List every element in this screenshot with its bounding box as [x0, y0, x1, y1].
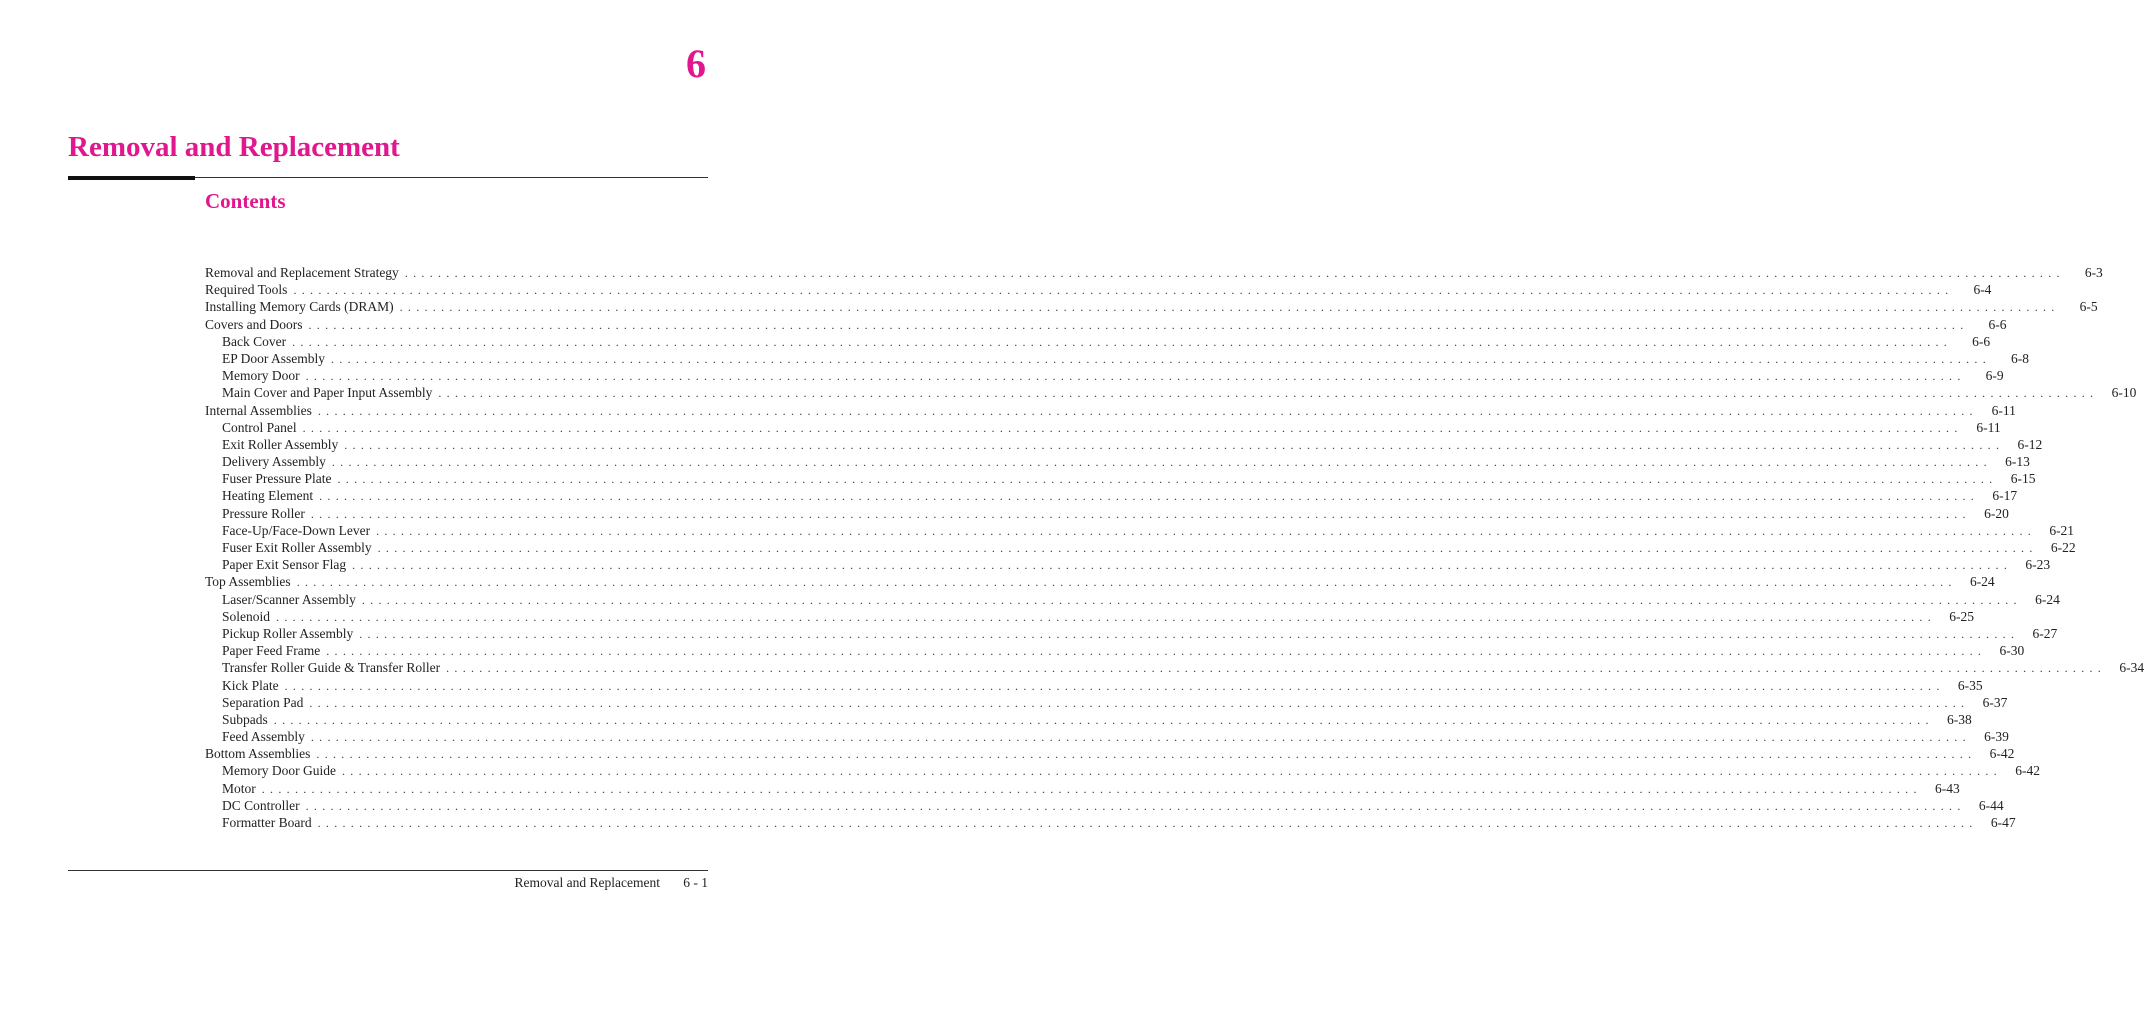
- toc-entry[interactable]: [205, 642, 2025, 659]
- toc-entry-title: Pickup Roller Assembly: [222, 625, 354, 641]
- toc-entry-page: 6-10: [2111, 385, 2137, 401]
- toc-entry[interactable]: [205, 659, 2144, 676]
- toc-entry-page: 6-37: [1982, 694, 2008, 710]
- toc-entry-page: 6-17: [1992, 488, 2018, 504]
- toc-dot-leader: ........................................................................................................................................................................................................: [296, 575, 1957, 590]
- toc-entry-page: 6-12: [2017, 436, 2043, 452]
- toc-entry[interactable]: [205, 728, 2009, 745]
- toc-entry-title: Memory Door: [222, 368, 300, 384]
- toc-dot-leader: ........................................................................................................................................................................................................: [305, 369, 1966, 384]
- toc-dot-leader: ........................................................................................................................................................................................................: [446, 661, 2107, 676]
- toc-entry[interactable]: [205, 402, 2016, 419]
- toc-dot-leader: ........................................................................................................................................................................................................: [361, 592, 2022, 607]
- toc-entry-page: 6-47: [1990, 815, 2016, 830]
- toc-entry-title: Fuser Exit Roller Assembly: [222, 540, 372, 555]
- toc-dot-leader: ........................................................................................................................................................................................................: [310, 730, 1971, 745]
- toc-entry[interactable]: [205, 333, 1991, 350]
- toc-dot-leader: ........................................................................................................................................................................................................: [305, 798, 1966, 813]
- toc-entry-title: Memory Door Guide: [222, 763, 336, 779]
- toc-dot-leader: ........................................................................................................................................................................................................: [302, 420, 1963, 435]
- toc-entry-title: Top Assemblies: [205, 574, 291, 590]
- toc-entry-title: Fuser Pressure Plate: [222, 471, 332, 487]
- toc-entry-page: 6-9: [1985, 368, 2004, 384]
- toc-entry-page: 6-44: [1978, 797, 2004, 813]
- toc-entry[interactable]: [205, 694, 2008, 711]
- toc-entry-title: Main Cover and Paper Input Assembly: [222, 385, 433, 401]
- toc-entry-page: 6-42: [1989, 746, 2015, 762]
- toc-entry-title: Exit Roller Assembly: [222, 436, 339, 452]
- toc-entry[interactable]: [205, 281, 1992, 298]
- toc-entry[interactable]: [205, 556, 2051, 573]
- toc-entry-title: Installing Memory Cards (DRAM): [205, 299, 394, 315]
- toc-entry[interactable]: [205, 522, 2075, 539]
- toc-dot-leader: ........................................................................................................................................................................................................: [337, 472, 1998, 487]
- toc-entry-title: Paper Feed Frame: [222, 643, 321, 659]
- toc-entry[interactable]: [205, 264, 2103, 281]
- toc-entry[interactable]: [205, 453, 2030, 470]
- toc-entry-page: 6-21: [2049, 522, 2075, 538]
- title-rule-thick: [68, 176, 195, 180]
- toc-dot-leader: ........................................................................................................................................................................................................: [399, 300, 2060, 315]
- toc-dot-leader: ........................................................................................................................................................................................................: [404, 266, 2065, 280]
- toc-entry[interactable]: [205, 677, 1983, 694]
- toc-entry-page: 6-20: [1984, 505, 2009, 521]
- toc-entry-title: Bottom Assemblies: [205, 746, 311, 762]
- toc-dot-leader: ........................................................................................................................................................................................................: [376, 523, 2037, 538]
- toc-dot-leader: ........................................................................................................................................................................................................: [352, 558, 2013, 573]
- toc-entry-title: DC Controller: [222, 797, 300, 813]
- toc-entry[interactable]: [205, 350, 2030, 367]
- toc-entry-page: 6-34: [2119, 660, 2144, 676]
- toc-dot-leader: ........................................................................................................................................................................................................: [326, 644, 1987, 659]
- toc-entry-title: Solenoid: [222, 608, 271, 624]
- page-title: Removal and Replacement: [68, 131, 400, 163]
- toc-dot-leader: ........................................................................................................................................................................................................: [310, 506, 1971, 521]
- toc-entry[interactable]: [205, 608, 1975, 625]
- toc-dot-leader: ........................................................................................................................................................................................................: [317, 816, 1978, 830]
- toc-dot-leader: ........................................................................................................................................................................................................: [377, 541, 2038, 555]
- footer-page-number: 6 - 1: [683, 875, 708, 890]
- toc-entry-page: 6-27: [2032, 625, 2058, 641]
- toc-entry-title: Kick Plate: [222, 677, 279, 693]
- toc-entry-title: Feed Assembly: [222, 729, 305, 745]
- toc-entry-title: Laser/Scanner Assembly: [222, 591, 356, 607]
- toc-entry-page: 6-11: [1991, 402, 2016, 418]
- toc-entry-title: Paper Exit Sensor Flag: [222, 557, 347, 573]
- toc-entry[interactable]: [205, 505, 2009, 522]
- toc-entry-page: 6-3: [2084, 265, 2103, 280]
- toc-entry-page: 6-22: [2050, 540, 2076, 555]
- toc-entry[interactable]: [205, 470, 2036, 487]
- toc-entry-title: Subpads: [222, 711, 268, 727]
- toc-entry[interactable]: [205, 384, 2137, 401]
- toc-entry-page: 6-30: [1999, 643, 2025, 659]
- toc-dot-leader: ........................................................................................................................................................................................................: [273, 712, 1934, 727]
- toc-entry[interactable]: [205, 298, 2098, 315]
- toc-dot-leader: ........................................................................................................................................................................................................: [331, 455, 1992, 470]
- chapter-number: 6: [686, 41, 706, 86]
- toc-dot-leader: ........................................................................................................................................................................................................: [261, 781, 1922, 796]
- toc-dot-leader: ........................................................................................................................................................................................................: [276, 609, 1937, 624]
- toc-entry-title: Removal and Replacement Strategy: [205, 265, 399, 280]
- toc-entry-title: Motor: [222, 780, 256, 796]
- toc-entry-page: 6-6: [1972, 333, 1991, 349]
- toc-dot-leader: ........................................................................................................................................................................................................: [316, 747, 1977, 762]
- toc-entry[interactable]: [205, 745, 2015, 762]
- toc-entry-title: Heating Element: [222, 488, 314, 504]
- toc-entry-title: Required Tools: [205, 282, 288, 298]
- toc-entry-page: 6-24: [1969, 574, 1995, 590]
- toc-entry-page: 6-6: [1988, 316, 2007, 332]
- toc-entry-title: Transfer Roller Guide & Transfer Roller: [222, 660, 441, 676]
- toc-entry-page: 6-39: [1984, 729, 2009, 745]
- toc-entry-title: Delivery Assembly: [222, 454, 326, 470]
- toc-entry[interactable]: [205, 711, 1972, 728]
- toc-entry[interactable]: [205, 573, 1995, 590]
- toc-dot-leader: ........................................................................................................................................................................................................: [344, 437, 2005, 452]
- toc-entry-title: Internal Assemblies: [205, 402, 312, 418]
- toc-dot-leader: ........................................................................................................................................................................................................: [309, 695, 1970, 710]
- toc-entry[interactable]: [205, 367, 2004, 384]
- toc-dot-leader: ........................................................................................................................................................................................................: [331, 351, 1992, 366]
- toc-entry-title: Back Cover: [222, 333, 287, 349]
- toc-dot-leader: ........................................................................................................................................................................................................: [341, 764, 2002, 779]
- toc-entry[interactable]: [205, 762, 2040, 779]
- toc-entry-page: 6-5: [2079, 299, 2098, 315]
- toc-entry-title: Formatter Board: [222, 815, 312, 830]
- toc-entry[interactable]: [205, 487, 2018, 504]
- toc-entry-page: 6-23: [2025, 557, 2051, 573]
- table-of-contents: [205, 264, 2144, 831]
- toc-entry[interactable]: [205, 419, 2001, 436]
- toc-entry-page: 6-24: [2035, 591, 2060, 607]
- toc-entry-title: Pressure Roller: [222, 505, 305, 521]
- toc-dot-leader: ........................................................................................................................................................................................................: [317, 403, 1978, 418]
- toc-entry-page: 6-25: [1949, 608, 1975, 624]
- toc-dot-leader: ........................................................................................................................................................................................................: [284, 678, 1945, 693]
- toc-entry[interactable]: [205, 436, 2043, 453]
- toc-dot-leader: ........................................................................................................................................................................................................: [438, 386, 2099, 401]
- toc-entry[interactable]: [205, 316, 2007, 333]
- toc-entry[interactable]: [205, 539, 2076, 556]
- toc-entry[interactable]: [205, 797, 2004, 814]
- toc-entry-page: 6-13: [2005, 454, 2030, 470]
- toc-entry[interactable]: [205, 814, 2016, 831]
- toc-entry-page: 6-35: [1957, 677, 1983, 693]
- contents-heading: Contents: [205, 189, 286, 213]
- toc-entry-title: EP Door Assembly: [222, 350, 326, 366]
- toc-entry-title: Face-Up/Face-Down Lever: [222, 522, 371, 538]
- footer-rule: [68, 870, 708, 871]
- title-rule-thin: [195, 177, 708, 178]
- toc-entry-page: 6-38: [1947, 711, 1972, 727]
- toc-dot-leader: ........................................................................................................................................................................................................: [319, 489, 1980, 504]
- toc-dot-leader: ........................................................................................................................................................................................................: [359, 626, 2020, 641]
- toc-entry[interactable]: [205, 591, 2060, 608]
- toc-entry-page: 6-43: [1935, 780, 1960, 796]
- toc-entry-page: 6-11: [1976, 419, 2001, 435]
- toc-entry-page: 6-15: [2010, 471, 2036, 487]
- toc-entry-title: Separation Pad: [222, 694, 304, 710]
- toc-entry-title: Control Panel: [222, 419, 297, 435]
- footer-title: Removal and Replacement: [514, 875, 660, 890]
- toc-dot-leader: ........................................................................................................................................................................................................: [293, 283, 1954, 298]
- toc-entry-page: 6-42: [2015, 763, 2040, 779]
- toc-entry-page: 6-4: [1973, 282, 1992, 298]
- toc-dot-leader: ........................................................................................................................................................................................................: [308, 317, 1969, 332]
- toc-entry-title: Covers and Doors: [205, 316, 303, 332]
- toc-entry-page: 6-8: [2011, 350, 2030, 366]
- toc-entry[interactable]: [205, 780, 1960, 797]
- toc-entry[interactable]: [205, 625, 2058, 642]
- toc-dot-leader: ........................................................................................................................................................................................................: [292, 334, 1953, 349]
